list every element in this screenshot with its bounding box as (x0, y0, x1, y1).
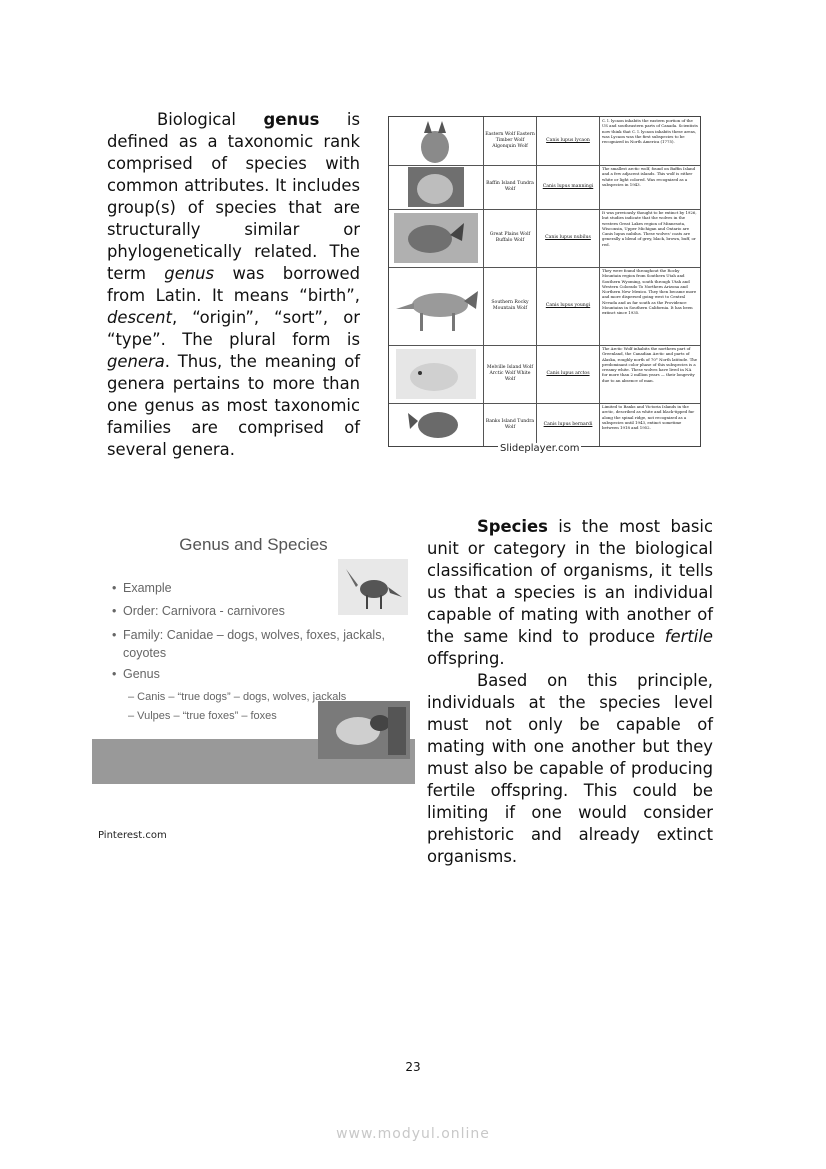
wolf-photo (410, 363, 458, 391)
wolf-common-name: Baffin Island Tundra Wolf (483, 165, 537, 209)
table-row (389, 345, 700, 404)
wolf-photo (417, 174, 453, 204)
wolf-image (390, 347, 482, 401)
genus-text-1: is defined as a taxonomic rank comprised of species with common attributes. It includes group(s) of species that are structurally similar or phylogenetically related. The term (107, 110, 360, 283)
wolf-image (390, 269, 482, 343)
wolf-image (390, 167, 482, 207)
table-row (389, 403, 700, 446)
wolf-common-name: Great Plains Wolf Buffalo Wolf (483, 209, 537, 267)
genus-paragraph (107, 109, 360, 461)
fox-image (318, 701, 410, 759)
wolf-description: C. l. lycaon inhabits the eastern portion of the US and southeastern parts of Canada. Scientists now think that C. l. lycaon inhabits these areas, was Lycaon was the first subspecies to be recognized in North America (1775). (602, 118, 698, 145)
species-paragraph (427, 516, 713, 868)
table-source-caption: Slideplayer.com (500, 443, 580, 454)
slide-bullet-continuation: coyotes (123, 646, 167, 660)
wolf-scientific-name: Canis lupus manningi (537, 165, 600, 209)
slide-sub-bullet: – Vulpes – “true foxes” – foxes (128, 710, 277, 722)
species-term: Species (477, 517, 548, 536)
wolf-description: They were found throughout the Rocky Mountain region from Southern Utah and Southern Wyoming, south through Utah and Western Colorado To Northern Arizona and Northern New Mexico. They then became more and more dispersed going west to Central Nevada and as far south as the Providence Mountains in Southern California. It has been extinct since 1935. (602, 268, 697, 316)
wolf-photo (408, 225, 452, 253)
species-text-3: Based on this principle, individuals at the species level must not only be capable of mating with one another but they must also be capable of producing fertile offspring. This could be limiting if one would consider prehistoric and already extinct organisms. (427, 671, 713, 866)
wolf-description: The smallest arctic wolf, found on Baffin Island and a few adjacent islands. This wolf is either white or light colored. Was recognized as a subspecies in 1943. (602, 166, 696, 187)
genus-lead: Biological (157, 110, 236, 129)
slide-title: Genus and Species (179, 535, 328, 554)
wolf-scientific-name: Canis lupus nubilus (537, 209, 600, 267)
wolf-description: The Arctic Wolf inhabits the northern part of Greenland, the Canadian Arctic and parts of Alaska, roughly north of 70° North latitude. The predominant color phase of this subspecies is a creamy white. These wolves have lived in NA for more than 2 million years — their longevity due to an absence of man. (602, 346, 698, 383)
wolf-image (390, 119, 482, 163)
fertile-italic: fertile (664, 627, 713, 646)
genus-text-2: was borrowed from Latin. It means “birth”, (107, 264, 360, 305)
table-row (389, 117, 700, 166)
wolf-photo (418, 412, 458, 438)
wolf-photo (421, 131, 449, 163)
wolf-scientific-name: Canis lupus arctos (537, 345, 600, 403)
wolf-description: It was previously thought to be extinct by 1926, but studies indicate that the wolves in the western Great Lakes region of Minnesota, Wisconsin, Upper Michigan and Ontario are Canis lupus nubilus. These wolves' coats are generally a blend of grey, black, brown, buff, or red. (602, 210, 697, 247)
wolf-common-name: Eastern Wolf Eastern Timber Wolf Algonquin Wolf (483, 117, 537, 165)
page-number: 23 (405, 1060, 421, 1074)
wolf-common-name: Southern Rocky Mountain Wolf (483, 267, 537, 345)
slide-source-caption: Pinterest.com (98, 830, 167, 841)
wolf-scientific-name: Canis lupus lycaon (537, 117, 600, 165)
genus-text-4: . Thus, the meaning of genera pertains to more than one genus as most taxonomic families are comprised of several genera. (107, 352, 360, 459)
table-row (389, 165, 700, 210)
wolf-common-name: Banks Island Tundra Wolf (483, 403, 537, 446)
genus-text-3: , “origin”, “sort”, or “type”. The plural form is (107, 308, 360, 349)
wolf-scientific-name: Canis lupus bernardi (537, 403, 600, 446)
slide-bullet: • Example (112, 581, 172, 595)
wolf-common-name: Melville Island Wolf Arctic Wolf White Wolf (483, 345, 537, 403)
watermark: www.modyul.online (336, 1126, 490, 1142)
genera-italic: genera (107, 352, 165, 371)
slide-bullet: • Order: Carnivora - carnivores (112, 604, 285, 618)
wolf-subspecies-table (388, 116, 701, 447)
wolf-scientific-name: Canis lupus youngi (537, 267, 600, 345)
species-text-2: offspring. (427, 649, 505, 668)
wolf-image (390, 211, 482, 265)
slide-sub-bullet: – Canis – “true dogs” – dogs, wolves, jackals (128, 691, 347, 703)
table-row (389, 267, 700, 346)
wolf-description: Limited to Banks and Victoria Islands in the arctic, described as white and black-tipped fur along the spinal ridge, not recognized as a subspecies until 1943, extinct sometime between 1918 and 1952. (602, 404, 695, 431)
species-text-1: is the most basic unit or category in the biological classification of organisms, it tells us that a species is an individual capable of mating with another of the same kind to produce (427, 517, 713, 646)
table-row (389, 209, 700, 268)
descent-italic: descent (107, 308, 172, 327)
slide-bullet: • Genus (112, 667, 160, 681)
jackal-image (338, 559, 408, 615)
wolf-image (390, 405, 482, 444)
genus-species-slide (92, 515, 415, 784)
slide-bullet: • Family: Canidae – dogs, wolves, foxes, jackals, (112, 628, 385, 642)
genus-term: genus (263, 110, 320, 129)
genus-italic: genus (164, 264, 215, 283)
